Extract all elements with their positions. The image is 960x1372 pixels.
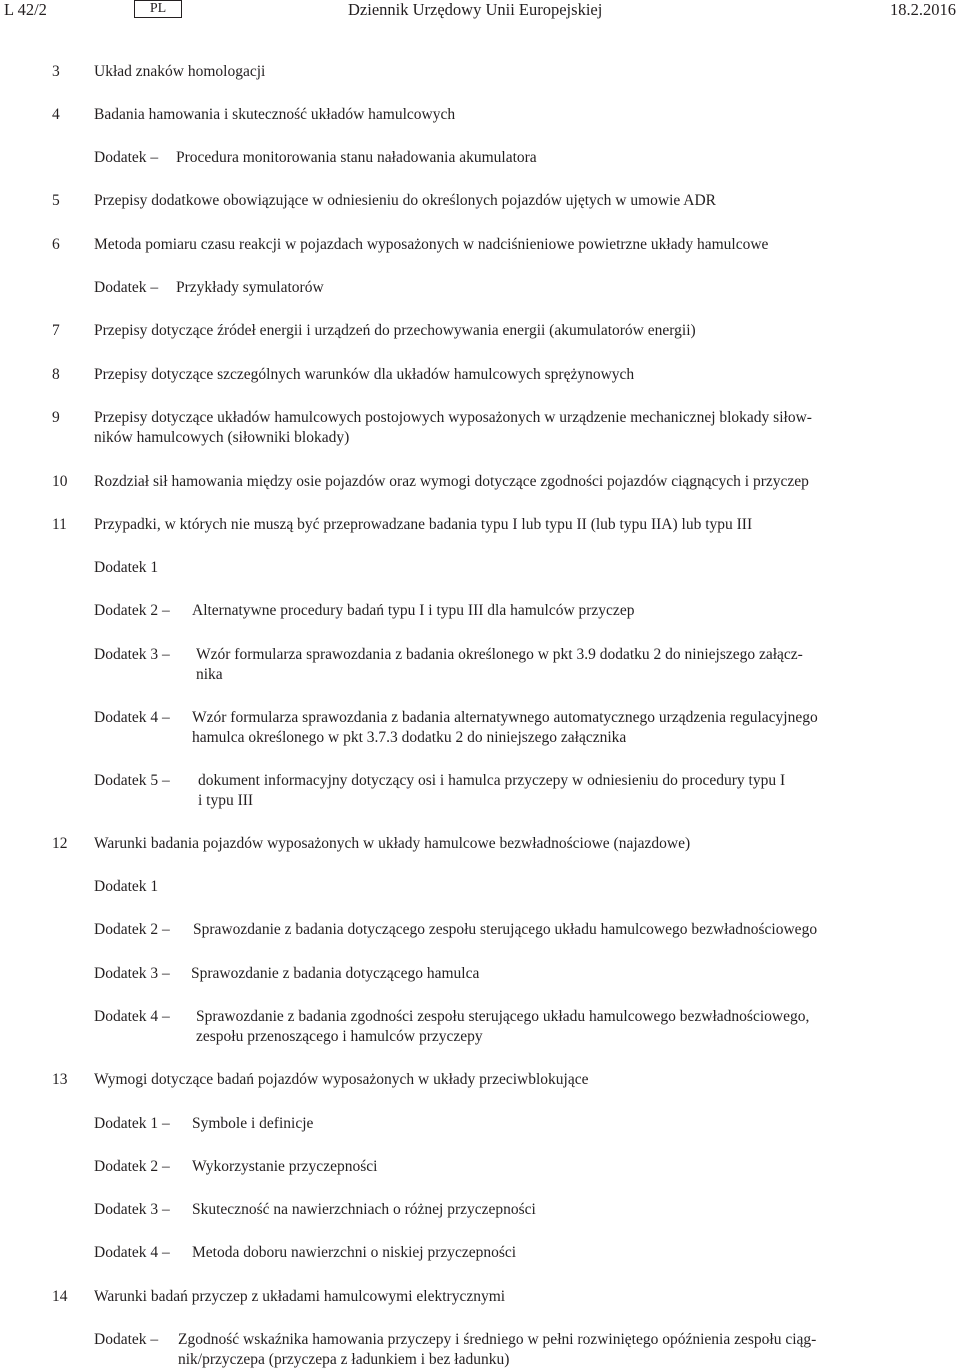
appendix-title: Skuteczność na nawierzchniach o różnej przyczepności [192,1201,536,1218]
annex-title: Warunki badań przyczep z układami hamulcowymi elektrycznymi [94,1288,506,1305]
page-reference: L 42/2 [4,0,47,19]
journal-title: Dziennik Urzędowy Unii Europejskiej [348,0,603,19]
appendix-label: Dodatek 1 – [94,1115,170,1132]
appendix-title-line-2: nik/przyczepa (przyczepa z ładunkiem i bez ładunku) [178,1351,510,1368]
annex-title: Przepisy dodatkowe obowiązujące w odniesieniu do określonych pojazdów ujętych w umowie ADR [94,192,717,209]
appendix-label: Dodatek 3 – [94,965,170,982]
appendix-label: Dodatek 4 – [94,1244,170,1261]
appendix-title-line-1: Wzór formularza sprawozdania z badania określonego w pkt 3.9 dodatku 2 do niniejszego załącz- [196,646,803,663]
appendix-label: Dodatek – [94,1331,159,1348]
annex-number: 12 [52,835,68,852]
annex-title: Metoda pomiaru czasu reakcji w pojazdach wyposażonych w nadciśnieniowe powietrzne układy hamulcowe [94,236,769,253]
page-header [0,0,960,24]
appendix-title-line-2: nika [196,666,223,683]
annex-number: 3 [52,63,60,80]
appendix-label: Dodatek – [94,279,159,296]
appendix-label: Dodatek – [94,149,159,166]
annex-number: 11 [52,516,67,533]
appendix-label: Dodatek 4 – [94,709,170,726]
appendix-label: Dodatek 2 – [94,921,170,938]
appendix-label: Dodatek 3 – [94,1201,170,1218]
appendix-title: Sprawozdanie z badania dotyczącego zespołu sterującego układu hamulcowego bezwładnościowego [193,921,818,938]
annex-number: 4 [52,106,60,123]
annex-number: 14 [52,1288,68,1305]
appendix-title: Sprawozdanie z badania dotyczącego hamulca [191,965,480,982]
annex-title: Warunki badania pojazdów wyposażonych w układy hamulcowe bezwładnościowe (najazdowe) [94,835,691,852]
appendix-label: Dodatek 2 – [94,1158,170,1175]
appendix-title: Wykorzystanie przyczepności [192,1158,378,1175]
appendix-title-line-1: dokument informacyjny dotyczący osi i hamulca przyczepy w odniesieniu do procedury typu I [198,772,786,789]
annex-title: Badania hamowania i skuteczność układów hamulcowych [94,106,456,123]
appendix-title: Przykłady symulatorów [176,279,324,296]
annex-title: Przepisy dotyczące szczególnych warunków dla układów hamulcowych sprężynowych [94,366,635,383]
annex-title: Rozdział sił hamowania między osie pojazdów oraz wymogi dotyczące zgodności pojazdów ciągnących i przyczep [94,473,809,490]
publication-date: 18.2.2016 [890,0,956,19]
annex-title: Przypadki, w których nie muszą być przeprowadzane badania typu I lub typu II (lub typu IIA) lub typu III [94,516,753,533]
appendix-label: Dodatek 4 – [94,1008,170,1025]
annex-title-line-1: Przepisy dotyczące układów hamulcowych postojowych wyposażonych w urządzenie mechanicznej blokady siłow- [94,409,812,426]
annex-number: 5 [52,192,60,209]
annex-number: 7 [52,322,60,339]
appendix-label: Dodatek 1 [94,878,159,895]
appendix-title: Procedura monitorowania stanu naładowania akumulatora [176,149,537,166]
annex-title-line-2: ników hamulcowych (siłowniki blokady) [94,429,350,446]
appendix-title-line-1: Sprawozdanie z badania zgodności zespołu sterującego układu hamulcowego bezwładnościowego, [196,1008,810,1025]
annex-number: 9 [52,409,60,426]
appendix-label: Dodatek 3 – [94,646,170,663]
appendix-title-line-2: i typu III [198,792,254,809]
appendix-title-line-1: Zgodność wskaźnika hamowania przyczepy i średniego w pełni rozwiniętego opóźnienia zespołu ciąg- [178,1331,817,1348]
appendix-title: Symbole i definicje [192,1115,314,1132]
annex-number: 10 [52,473,68,490]
appendix-title-line-1: Wzór formularza sprawozdania z badania alternatywnego automatycznego urządzenia regulacyjnego [192,709,818,726]
appendix-title-line-2: zespołu przenoszącego i hamulców przyczepy [196,1028,483,1045]
appendix-title-line-2: hamulca określonego w pkt 3.7.3 dodatku 2 do niniejszego załącznika [192,729,627,746]
appendix-label: Dodatek 2 – [94,602,170,619]
language-box: PL [134,0,182,18]
appendix-title: Alternatywne procedury badań typu I i typu III dla hamulców przyczep [192,602,635,619]
appendix-label: Dodatek 1 [94,559,159,576]
annex-number: 13 [52,1071,68,1088]
annex-title: Przepisy dotyczące źródeł energii i urządzeń do przechowywania energii (akumulatorów energii) [94,322,696,339]
annex-number: 8 [52,366,60,383]
annex-title: Wymogi dotyczące badań pojazdów wyposażonych w układy przeciwblokujące [94,1071,589,1088]
appendix-title: Metoda doboru nawierzchni o niskiej przyczepności [192,1244,517,1261]
appendix-label: Dodatek 5 – [94,772,170,789]
annex-title: Układ znaków homologacji [94,63,266,80]
annex-number: 6 [52,236,60,253]
